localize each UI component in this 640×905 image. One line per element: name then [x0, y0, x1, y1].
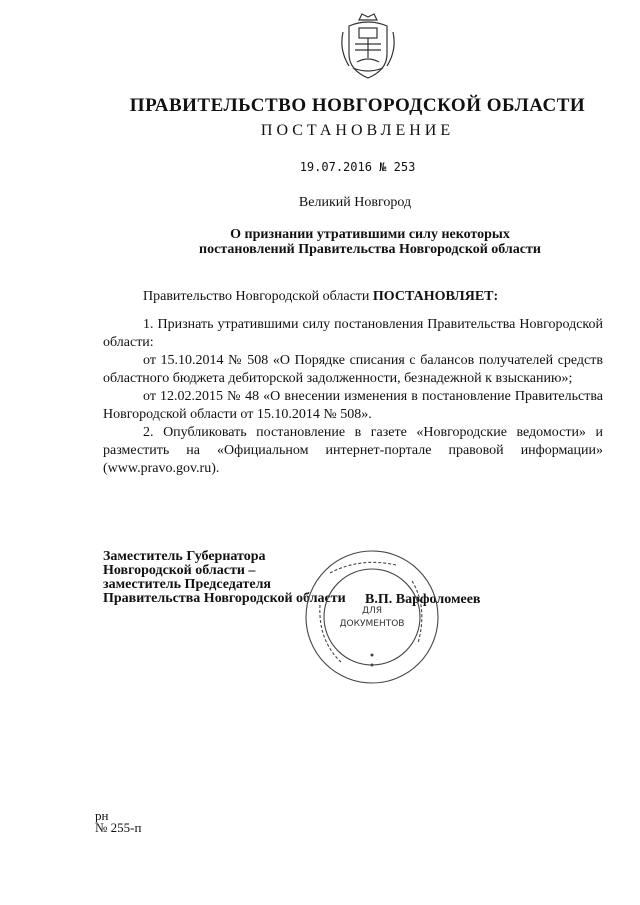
- signer-title-1: Заместитель Губернатора: [103, 549, 266, 564]
- footer-initials: рн: [95, 808, 109, 823]
- lead-keyword: ПОСТАНОВЛЯЕТ:: [372, 289, 499, 304]
- signer-title-2: Новгородской области –: [103, 563, 256, 578]
- subject-line-2: постановлений Правительства Новгородской области: [199, 242, 541, 257]
- date-number: 19.07.2016 № 253: [299, 160, 416, 174]
- stamp-label-1: ДЛЯ: [361, 606, 383, 616]
- item-1-a: от 15.10.2014 № 508 «О Порядке списания с балансов получателей средств областного бюджета дебиторской задолженности, безнадежной к взысканию»;: [103, 353, 603, 386]
- subject-heading: [150, 227, 590, 257]
- signer-name: В.П. Варфоломеев: [365, 592, 481, 607]
- footer-note: [95, 810, 141, 834]
- signer-title-4: Правительства Новгородской области: [103, 591, 346, 606]
- novgorod-coat-of-arms-icon: [337, 10, 399, 82]
- stamp-label-2: ДОКУМЕНТОВ: [339, 619, 405, 629]
- document-type: ПОСТАНОВЛЕНИЕ: [260, 122, 455, 139]
- resolution-body: [103, 288, 603, 478]
- footer-number: № 255-п: [95, 820, 142, 835]
- item-2: 2. Опубликовать постановление в газете «Новгородские ведомости» и разместить на «Официальном интернет-портале правовой информации» (www.pravo.gov.ru).: [103, 425, 603, 476]
- item-1: 1. Признать утратившими силу постановления Правительства Новгородской области:: [103, 317, 603, 350]
- city: Великий Новгород: [298, 195, 412, 210]
- item-1-b: от 12.02.2015 № 48 «О внесении изменения в постановление Правительства Новгородской области от 15.10.2014 № 508».: [103, 389, 603, 422]
- signer-title-3: заместитель Председателя: [103, 577, 271, 592]
- subject-line-1: О признании утратившими силу некоторых: [230, 227, 510, 242]
- official-stamp-icon: [300, 545, 445, 690]
- lead-paragraph: [103, 288, 603, 306]
- government-title: ПРАВИТЕЛЬСТВО НОВГОРОДСКОЙ ОБЛАСТИ: [129, 95, 586, 116]
- lead-text: Правительство Новгородской области: [143, 289, 373, 304]
